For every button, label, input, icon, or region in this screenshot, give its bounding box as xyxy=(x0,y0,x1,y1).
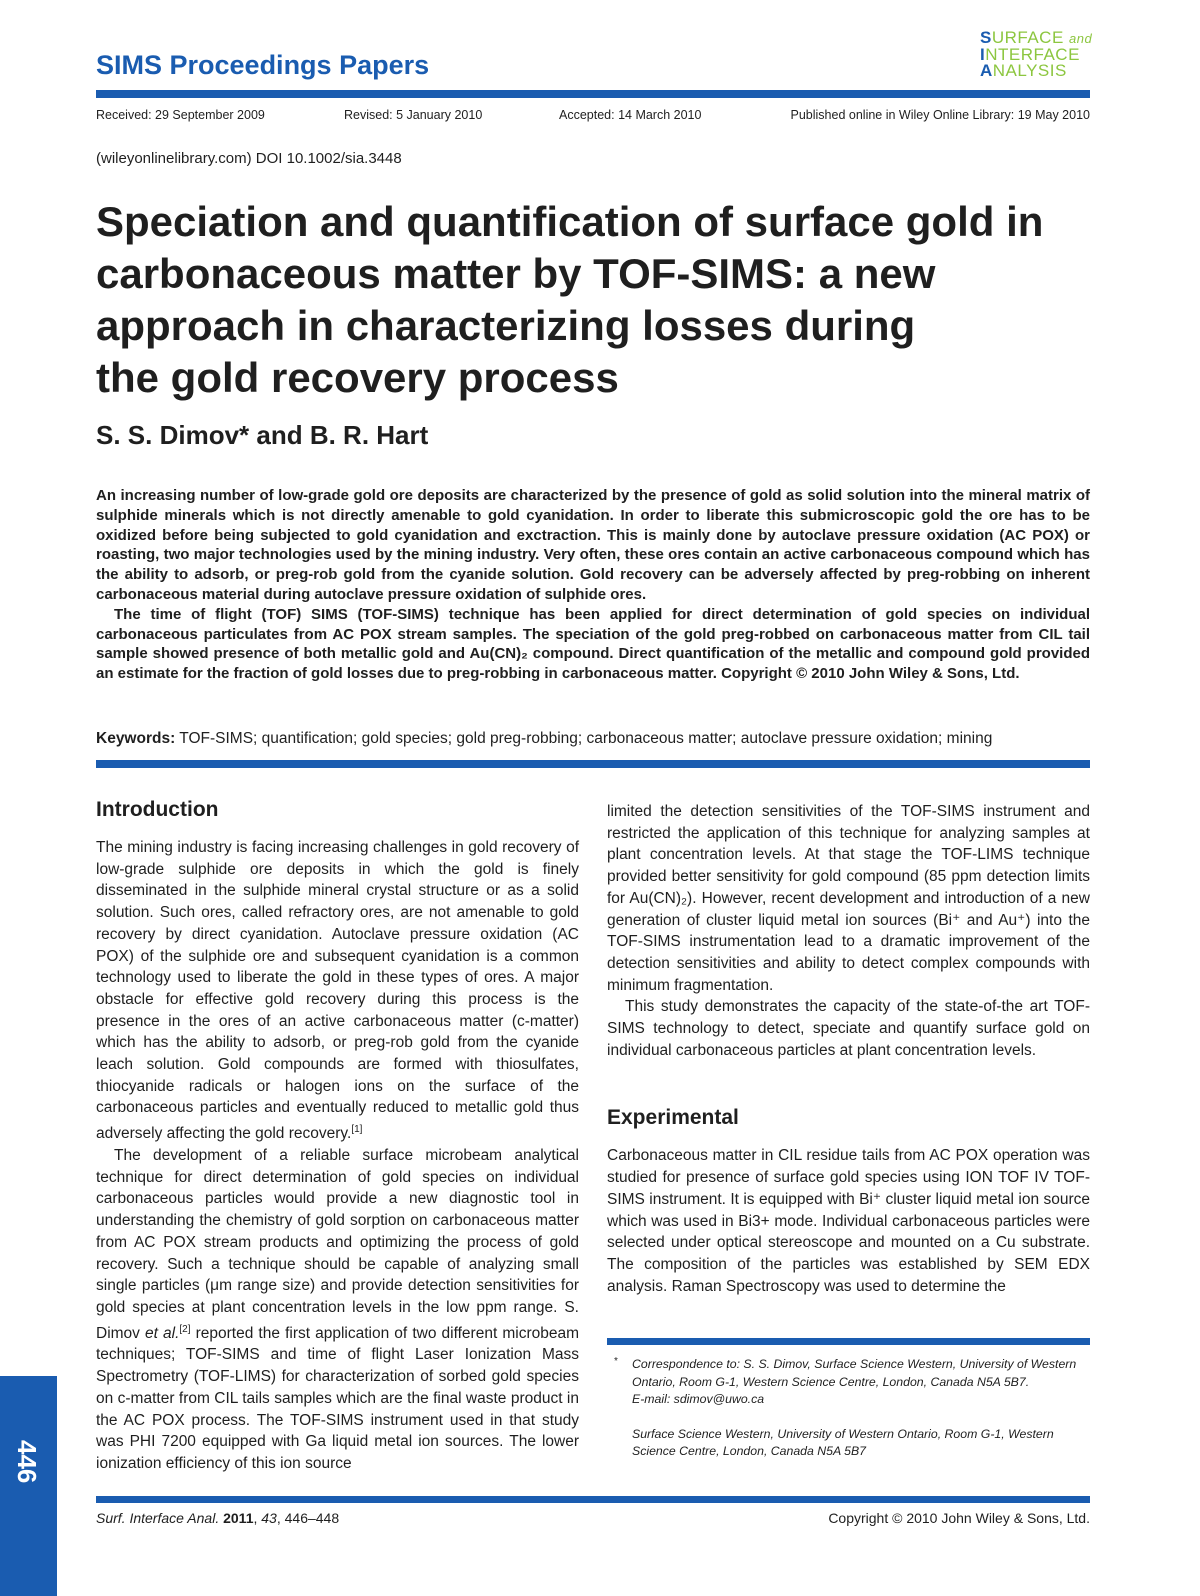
correspondence-text: Correspondence to: S. S. Dimov, Surface Science Western, University of Western Ontario, Room G-1, Western Science Centre, London, Canada N5A 5B7. xyxy=(632,1357,1077,1389)
footer-journal: Surf. Interface Anal. xyxy=(96,1510,220,1526)
citation-ref[interactable]: [2] xyxy=(179,1323,191,1335)
section-heading-introduction: Introduction xyxy=(96,798,219,821)
title-line: the gold recovery process xyxy=(96,354,619,401)
intro-paragraph: This study demonstrates the capacity of the state-of-the art TOF-SIMS technology to detect, speciate and quantify surface gold on individual carbonaceous particles at plant concentration levels. xyxy=(607,998,1090,1059)
title-line: Speciation and quantification of surface gold in xyxy=(96,198,1044,245)
footer-volume: 43 xyxy=(261,1510,277,1526)
abstract-paragraph: An increasing number of low-grade gold ore deposits are characterized by the presence of gold as solid solution into the mineral matrix of sulphide minerals which is not directly amenable to gold cyanidation. In order to liberate this submicroscopic gold the ore has to be oxidized before being subjected to gold cyanidation and exctraction. This is mainly done by autoclave pressure oxidation (AC POX) or roasting, two major technologies used by the mining industry. Very often, these ores contain an active carbonaceous compound which has the ability to adsorb, or preg-rob gold from the cyanide solution. Gold recovery can be adversely affected by preg-robbing on inherent carbonaceous material during autoclave pressure oxidation of sulphide ores. xyxy=(96,487,1090,603)
footer-rule xyxy=(96,1496,1090,1503)
published-date: Published online in Wiley Online Library: 19 May 2010 xyxy=(790,108,1090,122)
intro-paragraph xyxy=(96,1145,579,1475)
logo-text-and: and xyxy=(1069,31,1093,46)
abstract xyxy=(96,486,1090,684)
footer-citation: Surf. Interface Anal. 2011, 43, 446–448 xyxy=(96,1510,340,1526)
footer-year: 2011 xyxy=(223,1510,254,1526)
et-al: et al. xyxy=(145,1324,180,1342)
title-line: approach in characterizing losses during xyxy=(96,302,916,349)
intro-text: The development of a reliable surface microbeam analytical technique for direct determination of gold species on individual carbonaceous particles would provide a new diagnostic tool in understanding the chemistry of gold sorption on carbonaceous matter from AC POX stream products and optimizing the process of gold recovery. Such a technique should be capable of analyzing small single particles (μm range size) and provide detection sensitivities for gold species at plant concentration levels in the low ppm range. S. Dimov xyxy=(96,1147,579,1342)
correspondence-rule xyxy=(607,1338,1090,1345)
authors: S. S. Dimov* and B. R. Hart xyxy=(96,420,429,450)
correspondence-marker: * xyxy=(614,1356,618,1367)
correspondence-email[interactable]: E-mail: sdimov@uwo.ca xyxy=(632,1392,765,1406)
logo-initial-s: S xyxy=(980,28,992,47)
footer-pages: , 446–448 xyxy=(276,1510,340,1526)
keywords-text: TOF-SIMS; quantification; gold species; gold preg-robbing; carbonaceous matter; autoclave pressure oxidation; mining xyxy=(179,730,993,747)
keywords-label: Keywords: xyxy=(96,730,176,747)
article-title xyxy=(96,196,1096,404)
intro-paragraph xyxy=(96,837,579,1145)
doi-line[interactable]: (wileyonlinelibrary.com) DOI 10.1002/sia.3448 xyxy=(96,150,402,167)
correspondence-note xyxy=(632,1356,1090,1461)
affiliation-text: Surface Science Western, University of Western Ontario, Room G-1, Western Science Centre, London, Canada N5A 5B7 xyxy=(632,1426,1054,1458)
citation-ref[interactable]: [1] xyxy=(351,1124,363,1136)
journal-logo xyxy=(980,30,1092,79)
logo-initial-a: A xyxy=(980,61,993,80)
logo-text-analysis: NALYSIS xyxy=(992,61,1067,80)
intro-text: The mining industry is facing increasing challenges in gold recovery of low-grade sulphide ore deposits in which the gold is finely disseminated in the sulphide mineral crystal structure or as a solid solution. Such ores, called refractory ores, are not amenable to gold recovery by direct cyanidation. Autoclave pressure oxidation (AC POX) of the sulphide ore and subsequent cyanidation is a common technology used to liberate the gold in these types of ores. A major obstacle for effective gold recovery during this process is the presence in the ores of an active carbonaceous matter (c-matter) which has the ability to adsorb, or preg-rob gold from the cyanide leach solution. Gold compounds are formed with thiosulfates, thiocyanide radicals or halogen ions on the surface of the carbonaceous particles and eventually reduced to metallic gold thus adversely affecting the gold recovery. xyxy=(96,839,579,1143)
left-column xyxy=(96,797,579,1475)
logo-text-interface: NTERFACE xyxy=(985,45,1080,64)
revised-date: Revised: 5 January 2010 xyxy=(344,108,483,122)
title-line: carbonaceous matter by TOF-SIMS: a new xyxy=(96,250,936,297)
received-date: Received: 29 September 2009 xyxy=(96,108,265,122)
section-heading-experimental: Experimental xyxy=(607,1106,739,1130)
abstract-paragraph: The time of flight (TOF) SIMS (TOF-SIMS) technique has been applied for direct determination of gold species on individual carbonaceous particulates from AC POX stream samples. The speciation of the gold preg-robbed on carbonaceous matter from CIL tail sample showed presence of both metallic gold and Au(CN)₂ compound. Direct quantification of the metallic and compound gold provided an estimate for the fraction of gold losses due to preg-robbing in carbonaceous matter. Copyright © 2010 John Wiley & Sons, Ltd. xyxy=(96,605,1090,683)
header-rule xyxy=(96,90,1090,98)
intro-text: reported the first application of two different microbeam techniques; TOF-SIMS and time of flight Laser Ionization Mass Spectrometry (TOF-LIMS) for characterization of sorbed gold species on c-matter from CIL tails samples which are the final waste product in the AC POX process. The TOF-SIMS instrument used in that study was PHI 7200 equipped with Ga liquid metal ion sources. The lower ionization efficiency of this ion source xyxy=(96,1324,579,1472)
footer-copyright: Copyright © 2010 John Wiley & Sons, Ltd. xyxy=(828,1510,1090,1526)
page-number: 446 xyxy=(12,1440,42,1484)
intro-paragraph: limited the detection sensitivities of the TOF-SIMS instrument and restricted the application of this technique for analyzing samples at plant concentration levels. At that stage the TOF-LIMS technique provided better sensitivity for gold compound (85 ppm detection limits for Au(CN)₂). However, recent development and introduction of a new generation of cluster liquid metal ion sources (Bi⁺ and Au⁺) into the TOF-SIMS instrumentation lead to a dramatic improvement of the detection sensitivities and ability to detect complex compounds with minimum fragmentation. xyxy=(607,803,1090,994)
experimental-paragraph: Carbonaceous matter in CIL residue tails from AC POX operation was studied for presence of surface gold species using ION TOF IV TOF-SIMS instrument. It is equipped with Bi⁺ cluster liquid metal ion source which was used in Bi3+ mode. Individual carbonaceous particles were selected under optical stereoscope and mounted on a Cu substrate. The composition of the particles was established by SEM EDX analysis. Raman Spectroscopy was used to determine the xyxy=(607,1147,1090,1295)
page-number-tab xyxy=(0,1376,57,1596)
journal-section-title: SIMS Proceedings Papers xyxy=(96,50,430,80)
right-column xyxy=(607,801,1090,1297)
accepted-date: Accepted: 14 March 2010 xyxy=(559,108,702,122)
logo-text-surface: URFACE xyxy=(991,28,1064,47)
logo-initial-i: I xyxy=(980,45,986,64)
keywords xyxy=(96,730,992,748)
abstract-rule xyxy=(96,760,1090,768)
